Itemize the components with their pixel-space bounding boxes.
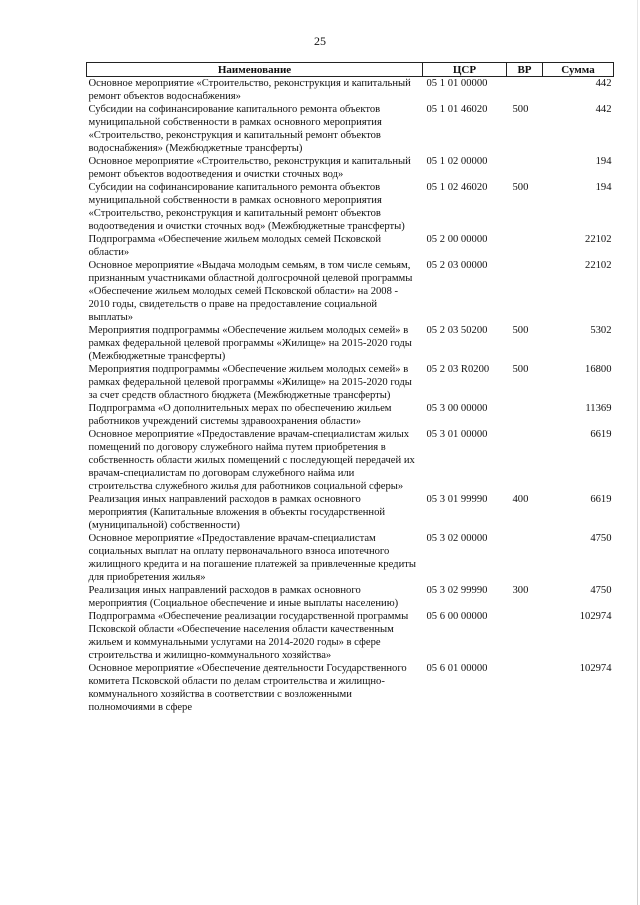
- table-header-row: [87, 63, 614, 77]
- csr-cell: 05 3 01 00000: [426, 429, 488, 440]
- vr-cell: [507, 155, 543, 181]
- sum-cell: 6619: [590, 429, 612, 440]
- sum-cell: 194: [595, 156, 612, 167]
- table-row: [87, 181, 614, 233]
- csr-cell: 05 2 03 R0200: [426, 364, 490, 375]
- name-cell: Мероприятия подпрограммы «Обеспечение жильем молодых семей» в рамках федеральной целевой программы «Жилище» на 2015-2020 годы за счет средств областного бюджета (Межбюджетные трансферты): [88, 364, 412, 401]
- sum-cell: 442: [595, 104, 612, 115]
- csr-cell: 05 1 01 46020: [426, 104, 488, 115]
- name-cell: Основное мероприятие «Строительство, реконструкция и капитальный ремонт объектов водоснабжения»: [88, 78, 411, 102]
- vr-cell: [507, 233, 543, 259]
- sum-cell: 4750: [590, 533, 612, 544]
- csr-cell: 05 3 00 00000: [426, 403, 488, 414]
- name-cell: Основное мероприятие «Выдача молодым семьям, в том числе семьям, признанным участниками областной долгосрочной целевой программы «Обеспечение жильем молодых семей Псковской области» на 2008 - 2010 годы, свидетельств о праве на предоставление социальной выплаты»: [88, 260, 413, 323]
- name-cell: Подпрограмма «Обеспечение реализации государственной программы Псковской области «Обеспечение населения области качественным жильем и коммунальными услугами на 2014-2020 годы» в сфере строительства и жилищно-коммунального хозяйства»: [88, 611, 409, 661]
- vr-cell: 500: [512, 104, 529, 115]
- sum-cell: 22102: [585, 260, 612, 271]
- table-row: [87, 324, 614, 363]
- header-csr: ЦСР: [423, 63, 507, 77]
- vr-cell: 500: [512, 364, 529, 375]
- sum-cell: 11369: [585, 403, 612, 414]
- csr-cell: 05 3 02 99990: [426, 585, 488, 596]
- csr-cell: 05 3 02 00000: [426, 533, 488, 544]
- header-sum: Сумма: [543, 63, 614, 77]
- sum-cell: 5302: [590, 325, 612, 336]
- table-row: [87, 662, 614, 714]
- table-row: [87, 259, 614, 324]
- table-row: [87, 610, 614, 662]
- sum-cell: 442: [595, 78, 612, 89]
- name-cell: Основное мероприятие «Предоставление врачам-специалистам социальных выплат на оплату первоначального взноса ипотечного жилищного кредита и на погашение платежей за привлеченные кредиты для приобретения жилья»: [88, 533, 416, 583]
- table-row: [87, 363, 614, 402]
- sum-cell: 102974: [579, 663, 612, 674]
- csr-cell: 05 3 01 99990: [426, 494, 488, 505]
- sum-cell: 16800: [585, 364, 612, 375]
- vr-cell: [507, 402, 543, 428]
- table-row: [87, 77, 614, 104]
- name-cell: Мероприятия подпрограммы «Обеспечение жильем молодых семей» в рамках федеральной целевой программы «Жилище» на 2015-2020 годы (Межбюджетные трансферты): [88, 325, 412, 362]
- vr-cell: [507, 662, 543, 714]
- header-name: Наименование: [87, 63, 423, 77]
- table-row: [87, 493, 614, 532]
- vr-cell: [507, 610, 543, 662]
- vr-cell: [507, 428, 543, 493]
- table-row: [87, 402, 614, 428]
- sum-cell: 102974: [579, 611, 612, 622]
- vr-cell: [507, 532, 543, 584]
- csr-cell: 05 1 02 46020: [426, 182, 488, 193]
- csr-cell: 05 2 03 50200: [426, 325, 488, 336]
- name-cell: Подпрограмма «О дополнительных мерах по обеспечению жильем работников учреждений системы здравоохранения области»: [88, 403, 392, 427]
- sum-cell: 22102: [585, 234, 612, 245]
- vr-cell: [507, 259, 543, 324]
- name-cell: Реализация иных направлений расходов в рамках основного мероприятия (Капитальные вложения в объекты государственной (муниципальной) собственности): [88, 494, 386, 531]
- csr-cell: 05 2 03 00000: [426, 260, 488, 271]
- csr-cell: 05 2 00 00000: [426, 234, 488, 245]
- vr-cell: 300: [512, 585, 529, 596]
- name-cell: Основное мероприятие «Строительство, реконструкция и капитальный ремонт объектов водоотведения и очистки сточных вод»: [88, 156, 411, 180]
- name-cell: Подпрограмма «Обеспечение жильем молодых семей Псковской области»: [88, 234, 382, 258]
- csr-cell: 05 1 01 00000: [426, 78, 488, 89]
- table-row: [87, 584, 614, 610]
- page-number: 25: [314, 34, 326, 48]
- vr-cell: [507, 77, 543, 104]
- name-cell: Субсидии на софинансирование капитального ремонта объектов муниципальной собственности в рамках основного мероприятия «Строительство, реконструкция и капитальный ремонт объектов водоснабжения» (Межбюджетные трансферты): [88, 104, 382, 154]
- sum-cell: 4750: [590, 585, 612, 596]
- name-cell: Реализация иных направлений расходов в рамках основного мероприятия (Социальное обеспечение и иные выплаты населению): [88, 585, 399, 609]
- table-body: [87, 77, 614, 715]
- table-row: [87, 428, 614, 493]
- csr-cell: 05 6 01 00000: [426, 663, 488, 674]
- name-cell: Субсидии на софинансирование капитального ремонта объектов муниципальной собственности в рамках основного мероприятия «Строительство, реконструкция и капитальный ремонт объектов водоотведения и очистки сточных вод» (Межбюджетные трансферты): [88, 182, 405, 232]
- scan-edge-line: [637, 0, 638, 905]
- vr-cell: 400: [512, 494, 529, 505]
- table-row: [87, 103, 614, 155]
- sum-cell: 6619: [590, 494, 612, 505]
- name-cell: Основное мероприятие «Предоставление врачам-специалистам жилых помещений по договору служебного найма путем приобретения в собственность области жилых помещений с последующей передачей их врачам-специалистам по договорам служебного найма или строительства служебного жилья для работников социальной сферы»: [88, 429, 415, 492]
- header-vr: ВР: [507, 63, 543, 77]
- csr-cell: 05 6 00 00000: [426, 611, 488, 622]
- csr-cell: 05 1 02 00000: [426, 156, 488, 167]
- vr-cell: 500: [512, 325, 529, 336]
- vr-cell: 500: [512, 182, 529, 193]
- name-cell: Основное мероприятие «Обеспечение деятельности Государственного комитета Псковской области по делам строительства и жилищно-коммунального хозяйства в соответствии с возложенными полномочиями в сфере: [88, 663, 407, 713]
- table-row: [87, 233, 614, 259]
- budget-table: [86, 62, 614, 714]
- table-row: [87, 532, 614, 584]
- sum-cell: 194: [595, 182, 612, 193]
- table-row: [87, 155, 614, 181]
